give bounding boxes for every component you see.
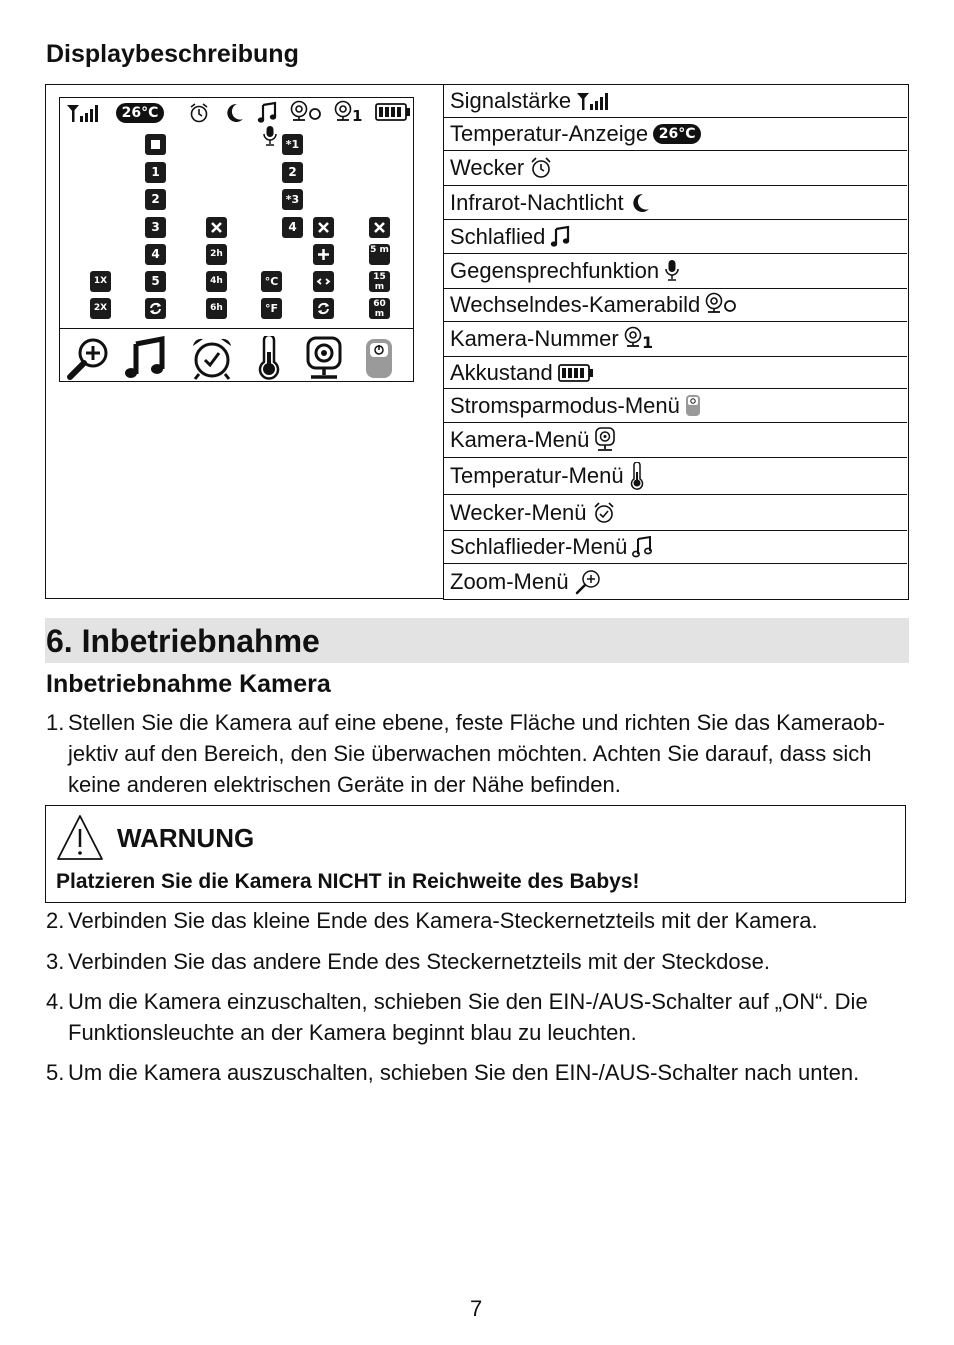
power-save-icon [685, 394, 701, 418]
legend-row [444, 186, 907, 220]
thermometer-icon [255, 336, 283, 380]
legend-row [444, 389, 907, 423]
alarm-clock-icon [592, 501, 616, 525]
svg-text:1: 1 [641, 333, 653, 352]
moon-icon [629, 192, 651, 214]
battery-icon [558, 364, 594, 382]
key-timer-4h: 4h [206, 271, 227, 292]
key-camera-3: *3 [282, 189, 303, 210]
camera-number-icon [624, 326, 658, 352]
step-number: 5. [46, 1060, 65, 1085]
signal-icon [576, 91, 610, 111]
camera-number-icon [334, 100, 368, 126]
legend-row [444, 423, 907, 458]
signal-icon [66, 103, 102, 123]
legend-label: Temperatur-Anzeige [450, 121, 649, 146]
key-interval-15m: 15 m [369, 271, 390, 292]
zoom-icon [66, 336, 112, 380]
section-title: Displaybeschreibung [46, 40, 299, 68]
temperature-badge: 26°C [653, 124, 701, 144]
key-interval-60m: 60 m [369, 298, 390, 319]
subsection-title: Inbetriebnahme Kamera [46, 670, 331, 698]
warning-text: Platzieren Sie die Kamera NICHT in Reichweite des Babys! [56, 870, 640, 893]
close-icon [206, 217, 227, 238]
legend-row [444, 458, 907, 495]
legend-label: Kamera-Nummer [450, 326, 619, 351]
close-icon [313, 217, 334, 238]
chapter-title: 6. Inbetriebnahme [46, 623, 320, 659]
step-text: Um die Kamera einzuschalten, schieben Sie den EIN-/AUS-Schalter auf „ON“. Die Funktionsleuchte an der Kamera beginnt blau zu leuchten. [68, 989, 868, 1045]
microphone-icon [263, 125, 277, 147]
legend-row [444, 564, 907, 599]
microphone-icon [664, 259, 680, 283]
legend-row [444, 531, 907, 564]
step-text: Um die Kamera auszuschalten, schieben Sie den EIN-/AUS-Schalter nach unten. [68, 1060, 860, 1085]
key-song-3: 3 [145, 217, 166, 238]
moon-icon [223, 102, 245, 124]
legend-row [444, 289, 907, 322]
legend-label: Infrarot-Nachtlicht [450, 189, 624, 215]
legend-row [444, 322, 907, 357]
repeat-icon [145, 298, 166, 319]
music-note-icon [124, 336, 168, 380]
key-song-1: 1 [145, 162, 166, 183]
key-song-5: 5 [145, 271, 166, 292]
step-item [46, 946, 912, 977]
legend-label: Zoom-Menü [450, 568, 569, 594]
svg-text:1: 1 [352, 107, 363, 125]
repeat-icon [313, 298, 334, 319]
key-zoom-2x: 2X [90, 298, 111, 319]
step-text: Verbinden Sie das kleine Ende des Kamera-Steckernetzteils mit der Kamera. [68, 908, 818, 933]
key-interval-5m: 5 m [369, 244, 390, 265]
legend-label: Wechselndes-Kamerabild [450, 292, 701, 317]
legend-label: Signalstärke [450, 88, 572, 113]
step-number: 1. [46, 710, 65, 735]
zoom-icon [574, 569, 602, 595]
legend-label: Wecker [450, 155, 525, 180]
legend-label: Schlaflied [450, 223, 546, 249]
key-fahrenheit: °F [261, 298, 282, 319]
temperature-badge-icon [653, 124, 701, 144]
camera-icon [594, 427, 616, 453]
legend-label: Gegensprechfunktion [450, 258, 660, 283]
camera-cycle-icon [290, 100, 324, 126]
step-item [46, 905, 912, 936]
key-camera-4: 4 [282, 217, 303, 238]
legend-label: Schlaflieder-Menü [450, 534, 628, 559]
legend-row [444, 118, 907, 151]
key-camera-1: *1 [282, 134, 303, 155]
warning-icon [55, 813, 105, 863]
music-note-icon [550, 225, 572, 249]
key-celsius: °C [261, 271, 282, 292]
camera-cycle-icon [705, 292, 741, 318]
legend-row [444, 85, 907, 118]
music-note-icon [257, 101, 279, 125]
key-stop [145, 134, 166, 155]
battery-icon [375, 103, 411, 121]
legend-row [444, 220, 907, 254]
thermometer-icon [629, 462, 645, 490]
legend-table [443, 84, 909, 600]
temperature-badge-icon: 26°C [116, 103, 164, 123]
legend-label: Stromsparmodus-Menü [450, 392, 680, 418]
page-number: 7 [470, 1296, 483, 1321]
legend-row [444, 254, 907, 289]
step-text: Stellen Sie die Kamera auf eine ebene, feste Fläche und richten Sie das Kameraob- jektiv auf den Bereich, den Sie überwachen möchten. Achten Sie darauf, dass sich keine anderen elektrischen Geräte in der Nähe befinden. [68, 710, 885, 797]
swap-icon [313, 271, 334, 292]
step-item [46, 1057, 912, 1088]
legend-label: Temperatur-Menü [450, 463, 624, 488]
key-timer-6h: 6h [206, 298, 227, 319]
step-number: 2. [46, 908, 65, 933]
legend-row [444, 151, 907, 186]
display-divider [59, 328, 414, 329]
key-timer-2h: 2h [206, 244, 227, 265]
step-number: 3. [46, 949, 65, 974]
warning-title: WARNUNG [117, 823, 255, 853]
step-item [46, 986, 912, 1048]
display-panel [59, 97, 414, 382]
legend-row [444, 357, 907, 389]
legend-label: Kamera-Menü [450, 427, 590, 452]
music-note-icon [632, 535, 654, 559]
legend-label: Akkustand [450, 359, 553, 385]
key-camera-2: 2 [282, 162, 303, 183]
alarm-clock-icon [189, 336, 235, 380]
legend-row [444, 495, 907, 531]
step-item [46, 707, 912, 800]
alarm-clock-icon [529, 156, 553, 180]
plus-icon [313, 244, 334, 265]
close-icon [369, 217, 390, 238]
key-zoom-1x: 1X [90, 271, 111, 292]
legend-label: Wecker-Menü [450, 499, 587, 525]
alarm-clock-icon [188, 102, 210, 124]
camera-icon [303, 336, 345, 380]
key-song-4: 4 [145, 244, 166, 265]
key-song-2: 2 [145, 189, 166, 210]
step-number: 4. [46, 989, 65, 1014]
step-text: Verbinden Sie das andere Ende des Steckernetzteils mit der Steckdose. [68, 949, 770, 974]
power-save-icon [364, 337, 394, 380]
